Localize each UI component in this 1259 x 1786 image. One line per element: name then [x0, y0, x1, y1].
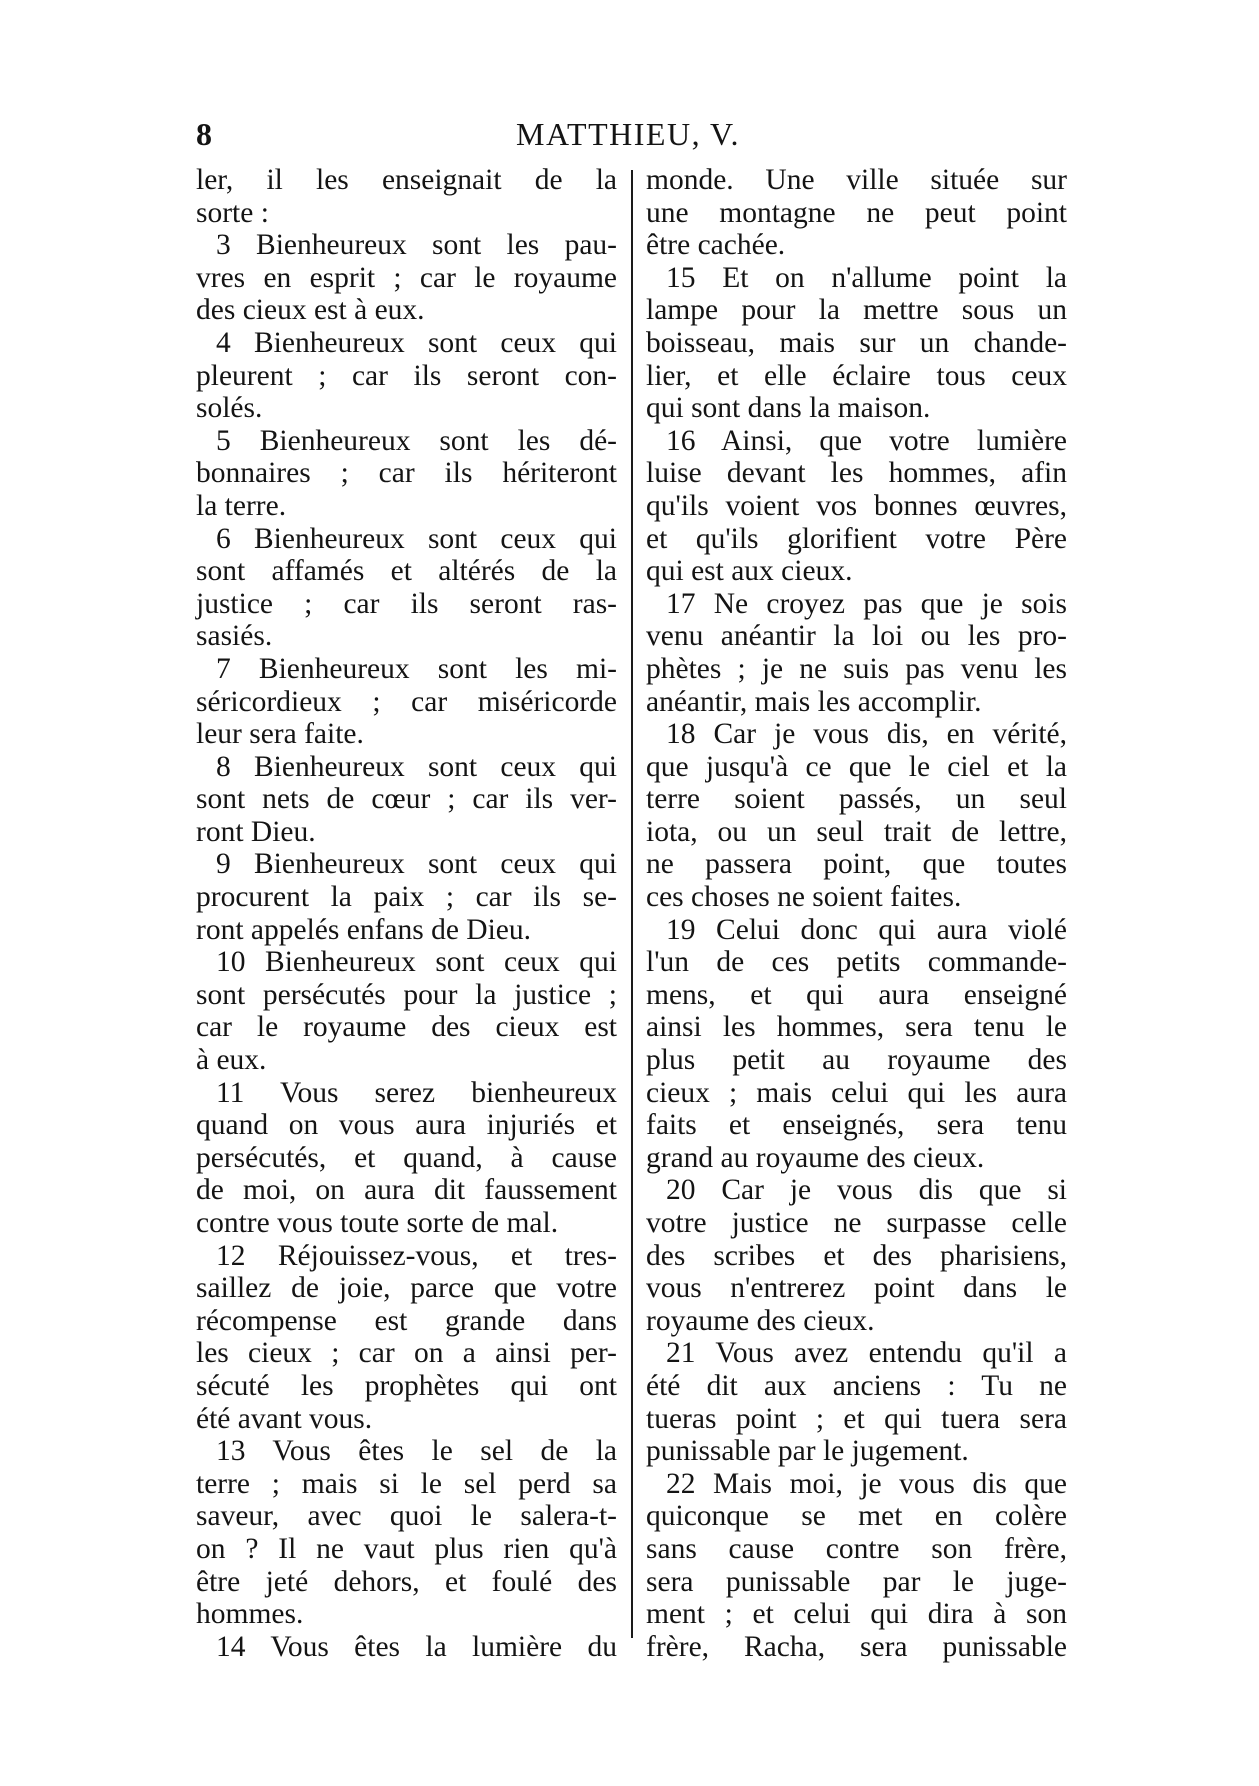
verse-start-line: 16 Ainsi, que votre lumière [666, 424, 1067, 457]
text-line: justice ; car ils seront ras- [196, 587, 617, 620]
verse-start-line: 9 Bienheureux sont ceux qui [216, 848, 617, 881]
verse-start-line: 4 Bienheureux sont ceux qui [216, 326, 617, 359]
verse-start-line: 3 Bienheureux sont les pau- [216, 229, 617, 262]
text-line: on ? Il ne vaut plus rien qu'à [196, 1532, 617, 1565]
text-line: procurent la paix ; car ils se- [196, 881, 617, 914]
text-line: boisseau, mais sur un chande- [646, 326, 1067, 359]
verse-start-line: 22 Mais moi, je vous dis que [666, 1467, 1067, 1500]
text-line: plus petit au royaume des [646, 1044, 1067, 1077]
verse-start-line: 12 Réjouissez-vous, et tres- [216, 1239, 617, 1272]
text-line: ment ; et celui qui dira à son [646, 1598, 1067, 1631]
text-line: mens, et qui aura enseigné [646, 978, 1067, 1011]
text-line: ront Dieu. [196, 815, 316, 848]
verse-start-line: 17 Ne croyez pas que je sois [666, 587, 1067, 620]
page-number: 8 [196, 116, 212, 152]
text-line: sorte : [196, 196, 269, 229]
verse-start-line: 20 Car je vous dis que si [666, 1174, 1067, 1207]
text-line: pleurent ; car ils seront con- [196, 359, 617, 392]
text-line: séricordieux ; car miséricorde [196, 685, 617, 718]
text-line: qui sont dans la maison. [646, 392, 931, 425]
text-line: terre soient passés, un seul [646, 783, 1067, 816]
text-line: persécutés, et quand, à cause [196, 1141, 617, 1174]
verse-start-line: 11 Vous serez bienheureux [216, 1076, 617, 1109]
text-line: une montagne ne peut point [646, 196, 1067, 229]
text-line: contre vous toute sorte de mal. [196, 1207, 559, 1239]
verse-start-line: 21 Vous avez entendu qu'il a [666, 1337, 1067, 1370]
text-line: venu anéantir la loi ou les pro- [646, 620, 1067, 653]
text-line: sans cause contre son frère, [646, 1532, 1067, 1565]
text-line: les cieux ; car on a ainsi per- [196, 1337, 617, 1370]
text-line: ler, il les enseignait de la [196, 164, 617, 196]
text-line: sont nets de cœur ; car ils ver- [196, 783, 617, 816]
text-line: quiconque se met en colère [646, 1500, 1067, 1533]
text-line: grand au royaume des cieux. [646, 1141, 985, 1174]
running-title: MATTHIEU, V. [516, 116, 740, 152]
text-line: été dit aux anciens : Tu ne [646, 1369, 1067, 1402]
text-line: tueras point ; et qui tuera sera [646, 1402, 1067, 1435]
verse-start-line: 8 Bienheureux sont ceux qui [216, 750, 617, 783]
text-line: vres en esprit ; car le royaume [196, 261, 617, 294]
text-line: ne passera point, que toutes [646, 848, 1067, 881]
text-line: être cachée. [646, 229, 786, 262]
text-line: solés. [196, 392, 263, 425]
text-line: été avant vous. [196, 1402, 373, 1435]
text-line: l'un de ces petits commande- [646, 946, 1067, 979]
text-line: royaume des cieux. [646, 1304, 875, 1337]
text-line: ront appelés enfans de Dieu. [196, 913, 532, 946]
text-line: sasiés. [196, 620, 273, 653]
verse-start-line: 15 Et on n'allume point la [666, 261, 1067, 294]
text-line: à eux. [196, 1044, 267, 1077]
text-line: récompense est grande dans [196, 1304, 617, 1337]
text-line: qui est aux cieux. [646, 555, 853, 588]
text-line: ces choses ne soient faites. [646, 881, 962, 914]
text-line: sont persécutés pour la justice ; [196, 978, 617, 1011]
text-line: ainsi les hommes, sera tenu le [646, 1011, 1067, 1044]
text-line: monde. Une ville située sur [646, 164, 1067, 196]
text-line: hommes. [196, 1598, 304, 1631]
text-line: et qu'ils glorifient votre Père [646, 522, 1067, 555]
text-line: être jeté dehors, et foulé des [196, 1565, 617, 1598]
verse-start-line: 14 Vous êtes la lumière du [216, 1630, 617, 1663]
text-line: frère, Racha, sera punissable [646, 1630, 1067, 1663]
text-line: sont affamés et altérés de la [196, 555, 617, 588]
verse-start-line: 10 Bienheureux sont ceux qui [216, 946, 617, 979]
text-line: punissable par le jugement. [646, 1435, 969, 1468]
page-header [196, 112, 1060, 156]
text-line: des scribes et des pharisiens, [646, 1239, 1067, 1272]
verse-start-line: 6 Bienheureux sont ceux qui [216, 522, 617, 555]
text-line: luise devant les hommes, afin [646, 457, 1067, 490]
text-line: qu'ils voient vos bonnes œuvres, [646, 489, 1067, 522]
text-line: lier, et elle éclaire tous ceux [646, 359, 1067, 392]
text-line: cieux ; mais celui qui les aura [646, 1076, 1067, 1109]
text-line: votre justice ne surpasse celle [646, 1207, 1067, 1239]
text-line: que jusqu'à ce que le ciel et la [646, 750, 1067, 783]
text-line: faits et enseignés, sera tenu [646, 1109, 1067, 1142]
text-line: car le royaume des cieux est [196, 1011, 617, 1044]
text-line: bonnaires ; car ils hériteront [196, 457, 617, 490]
verse-start-line: 18 Car je vous dis, en vérité, [666, 718, 1067, 751]
text-line: lampe pour la mettre sous un [646, 294, 1067, 327]
text-line: terre ; mais si le sel perd sa [196, 1467, 617, 1500]
text-line: leur sera faite. [196, 718, 364, 751]
column-divider [631, 170, 633, 1638]
verse-start-line: 5 Bienheureux sont les dé- [216, 424, 617, 457]
text-line: iota, ou un seul trait de lettre, [646, 815, 1067, 848]
verse-start-line: 7 Bienheureux sont les mi- [216, 652, 617, 685]
text-line: sécuté les prophètes qui ont [196, 1369, 617, 1402]
left-column [196, 164, 617, 1663]
text-line: quand on vous aura injuriés et [196, 1109, 617, 1142]
right-column [646, 164, 1067, 1663]
text-line: anéantir, mais les accomplir. [646, 685, 982, 718]
text-line: de moi, on aura dit faussement [196, 1174, 617, 1207]
text-line: phètes ; je ne suis pas venu les [646, 652, 1067, 685]
text-line: vous n'entrerez point dans le [646, 1272, 1067, 1305]
verse-start-line: 13 Vous êtes le sel de la [216, 1435, 617, 1468]
text-line: des cieux est à eux. [196, 294, 425, 327]
text-line: saillez de joie, parce que votre [196, 1272, 617, 1305]
text-line: la terre. [196, 489, 287, 522]
text-line: saveur, avec quoi le salera-t- [196, 1500, 617, 1533]
text-line: sera punissable par le juge- [646, 1565, 1067, 1598]
verse-start-line: 19 Celui donc qui aura violé [666, 913, 1067, 946]
